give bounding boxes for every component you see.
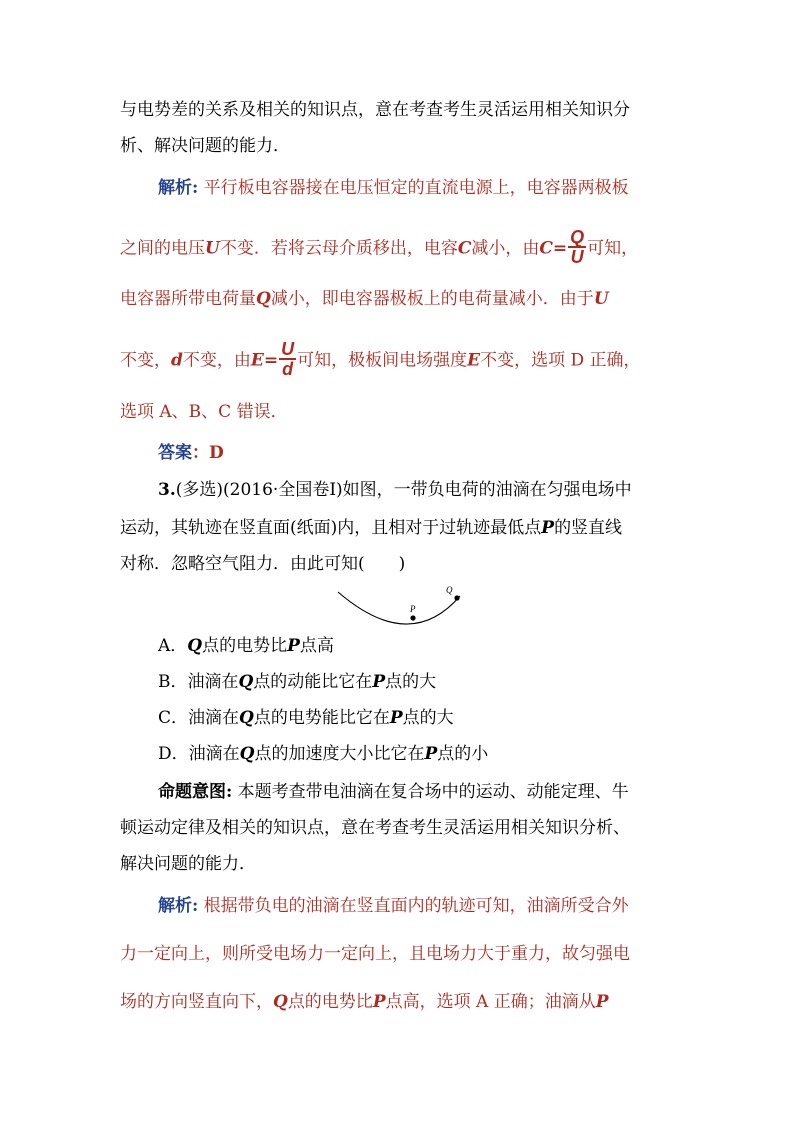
- analysis1-line-1: 解析: 平行板电容器接在电压恒定的直流电源上，电容器两极板: [158, 178, 629, 198]
- option-a: A．Q点的电势比P点高: [158, 636, 334, 656]
- trajectory-curve: [338, 592, 460, 624]
- intent-line-1: 命题意图: 本题考查带电油滴在复合场中的运动、动能定理、牛: [158, 782, 629, 802]
- label-p: P: [410, 604, 416, 614]
- intent-line-2: 顿运动定律及相关的知识点，意在考查考生灵活运用相关知识分析、: [120, 818, 630, 838]
- question-3-line-2: 运动，其轨迹在竖直面(纸面)内，且相对于过轨迹最低点P的竖直线: [120, 518, 623, 538]
- option-b: B．油滴在Q点的动能比它在P点的大: [158, 672, 437, 692]
- point-p-dot: [410, 615, 415, 620]
- intro-line-2: 析、解决问题的能力．: [120, 136, 290, 156]
- answer1: 答案：D: [158, 443, 224, 463]
- label-q: Q: [446, 585, 453, 595]
- answer1-label: 答案: [158, 443, 192, 463]
- analysis1-line-2: 之间的电压U不变．若将云母介质移出，电容C减小，由C= $\frac{Q}{U}$ 可知，: [120, 227, 639, 267]
- analysis2-line-2: 力一定向上，则所受电场力一定向上，且电场力大于重力，故匀强电: [120, 944, 630, 964]
- option-d: D．油滴在Q点的加速度大小比它在P点的小: [158, 744, 489, 764]
- analysis1-line-3: 电容器所带电荷量Q减小，即电容器极板上的电荷量减小．由于U: [120, 289, 609, 309]
- option-c: C．油滴在Q点的电势能比它在P点的大: [158, 708, 454, 728]
- analysis1-line-5: 选项 A、B、C 错误．: [120, 402, 288, 422]
- analysis2-label: 解析: [158, 896, 192, 916]
- fraction-q-over-u: $\frac{Q}{U}$: [570, 227, 585, 267]
- question-3-line-3: 对称．忽略空气阻力．由此可知( ): [120, 554, 406, 574]
- analysis1-line-4: 不变，d不变，由E= $\frac{U}{d}$ 可知，极板间电场强度E不变，选项 D 正确，: [120, 339, 641, 379]
- point-q-dot: [454, 595, 459, 600]
- intro-line-1: 与电势差的关系及相关的知识点，意在考查考生灵活运用相关知识分: [120, 100, 630, 120]
- question-number: 3.: [158, 480, 176, 500]
- trajectory-figure: [330, 582, 470, 630]
- intent-label: 命题意图: [158, 782, 226, 801]
- intent-line-3: 解决问题的能力．: [120, 854, 256, 874]
- analysis1-label: 解析: [158, 178, 192, 198]
- fraction-u-over-d: $\frac{U}{d}$: [281, 339, 295, 379]
- question-3-line-1: 3.(多选)(2016·全国卷Ⅰ)如图，一带负电荷的油滴在匀强电场中: [158, 480, 632, 500]
- analysis2-line-3: 场的方向竖直向下，Q点的电势比P点高，选项 A 正确；油滴从P: [120, 992, 609, 1012]
- analysis2-line-1: 解析: 根据带负电的油滴在竖直面内的轨迹可知，油滴所受合外: [158, 896, 629, 916]
